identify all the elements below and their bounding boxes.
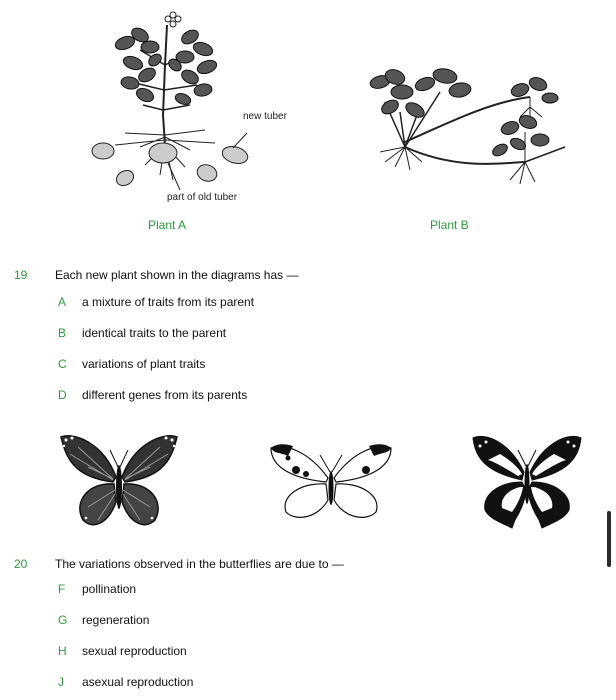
white-butterfly-icon	[268, 440, 394, 522]
option-h-letter[interactable]: H	[58, 644, 67, 658]
plant-b-illustration	[360, 62, 575, 202]
monarch-butterfly-icon	[58, 432, 180, 532]
question-19-text: Each new plant shown in the diagrams has —	[55, 268, 299, 282]
option-b-text[interactable]: identical traits to the parent	[82, 326, 227, 340]
option-c-letter[interactable]: C	[58, 357, 67, 371]
plant-b-label: Plant B	[430, 218, 469, 232]
option-b-letter[interactable]: B	[58, 326, 67, 340]
option-f-letter[interactable]: F	[58, 582, 66, 596]
question-19-number: 19	[14, 268, 28, 282]
option-j-text[interactable]: asexual reproduction	[82, 675, 194, 689]
option-f-text[interactable]: pollination	[82, 582, 137, 596]
option-j-letter[interactable]: J	[58, 675, 64, 689]
question-20-number: 20	[14, 557, 28, 571]
option-g-letter[interactable]: G	[58, 613, 68, 627]
option-d-text[interactable]: different genes from its parents	[82, 388, 248, 402]
plant-a-illustration	[85, 5, 255, 205]
option-d-letter[interactable]: D	[58, 388, 67, 402]
option-c-text[interactable]: variations of plant traits	[82, 357, 206, 371]
option-g-text[interactable]: regeneration	[82, 613, 150, 627]
plant-a-label: Plant A	[148, 218, 187, 232]
scrollbar-thumb[interactable]	[607, 511, 611, 567]
question-20-text: The variations observed in the butterflies are due to —	[55, 557, 344, 571]
swallowtail-butterfly-icon	[470, 432, 584, 532]
option-h-text[interactable]: sexual reproduction	[82, 644, 187, 658]
annotation-old-tuber: part of old tuber	[167, 192, 238, 203]
option-a-text[interactable]: a mixture of traits from its parent	[82, 295, 255, 309]
option-a-letter[interactable]: A	[58, 295, 67, 309]
annotation-new-tuber: new tuber	[243, 111, 287, 122]
